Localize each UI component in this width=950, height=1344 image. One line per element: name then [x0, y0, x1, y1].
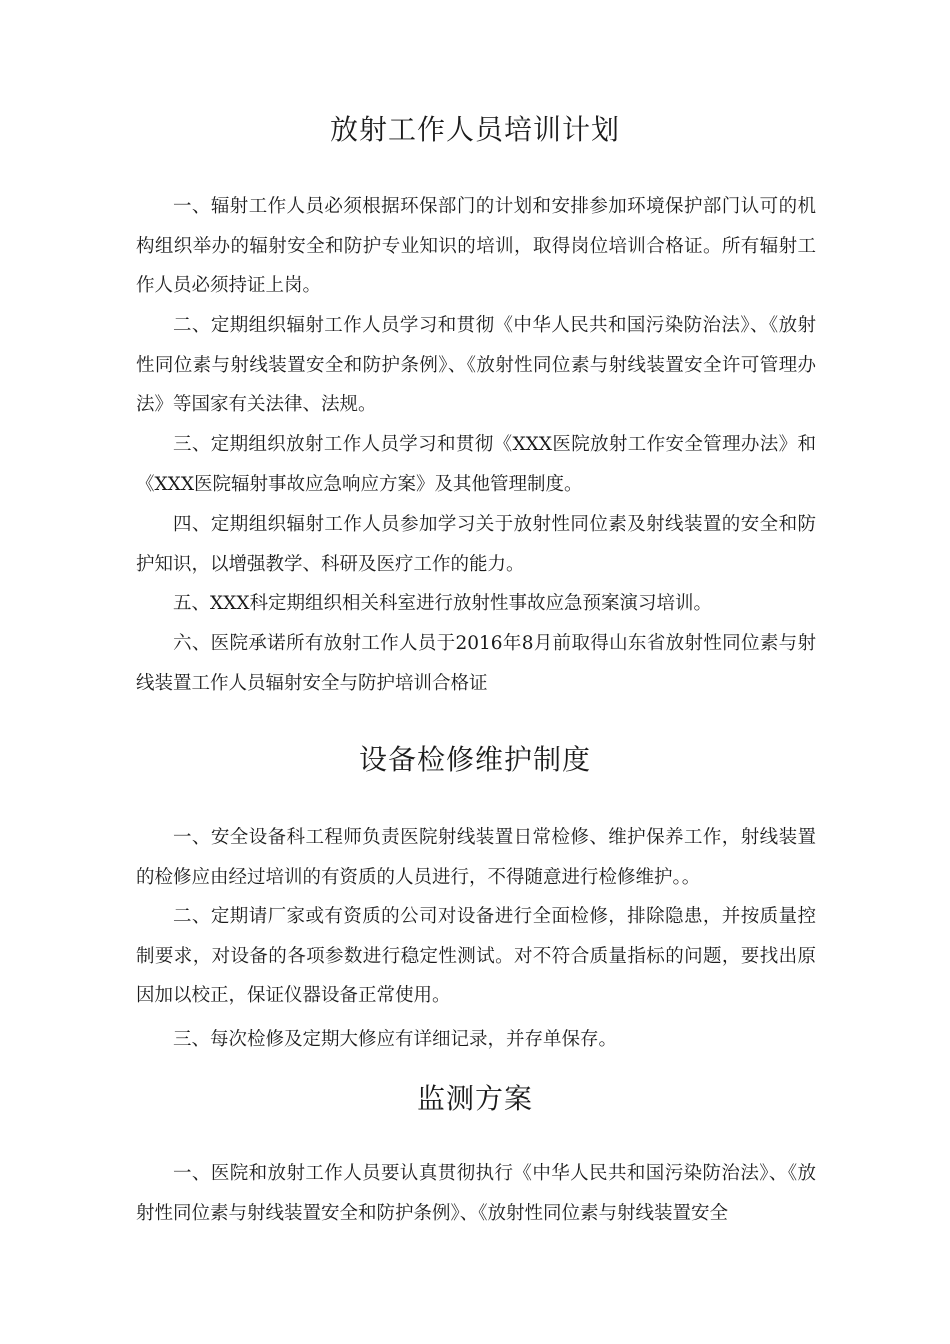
paragraph: 四、定期组织辐射工作人员参加学习关于放射性同位素及射线装置的安全和防护知识，以增强教学、科研及医疗工作的能力。: [136, 514, 816, 575]
paragraph: 二、定期请厂家或有资质的公司对设备进行全面检修，排除隐患，并按质量控制要求，对设备的各项参数进行稳定性测试。对不符合质量指标的问题，要找出原因加以校正，保证仪器设备正常使用。: [136, 906, 816, 1006]
section-title-training-plan: 放射工作人员培训计划: [329, 113, 620, 146]
paragraph: 二、定期组织辐射工作人员学习和贯彻《中华人民共和国污染防治法》、《放射性同位素与射线装置安全和防护条例》、《放射性同位素与射线装置安全许可管理办法》等国家有关法律、法规。: [136, 315, 816, 415]
section-title-equipment-maintenance: 设备检修维护制度: [358, 743, 591, 776]
paragraph: 一、安全设备科工程师负责医院射线装置日常检修、维护保养工作，射线装置的检修应由经过培训的有资质的人员进行，不得随意进行检修维护。。: [136, 827, 816, 888]
paragraph: 一、医院和放射工作人员要认真贯彻执行《中华人民共和国污染防治法》、《放射性同位素与射线装置安全和防护条例》、《放射性同位素与射线装置安全: [136, 1163, 816, 1224]
paragraph: 一、辐射工作人员必须根据环保部门的计划和安排参加环境保护部门认可的机构组织举办的辐射安全和防护专业知识的培训，取得岗位培训合格证。所有辐射工作人员必须持证上岗。: [136, 196, 816, 296]
paragraph: 六、医院承诺所有放射工作人员于2016年8月前取得山东省放射性同位素与射线装置工作人员辐射安全与防护培训合格证: [136, 633, 816, 694]
paragraph: 三、定期组织放射工作人员学习和贯彻《XXX医院放射工作安全管理办法》和《XXX医院辐射事故应急响应方案》及其他管理制度。: [136, 434, 816, 495]
paragraph: 五、XXX科定期组织相关科室进行放射性事故应急预案演习培训。: [173, 593, 713, 614]
paragraph: 三、每次检修及定期大修应有详细记录，并存单保存。: [173, 1029, 618, 1050]
section-title-monitoring-plan: 监测方案: [416, 1082, 533, 1115]
